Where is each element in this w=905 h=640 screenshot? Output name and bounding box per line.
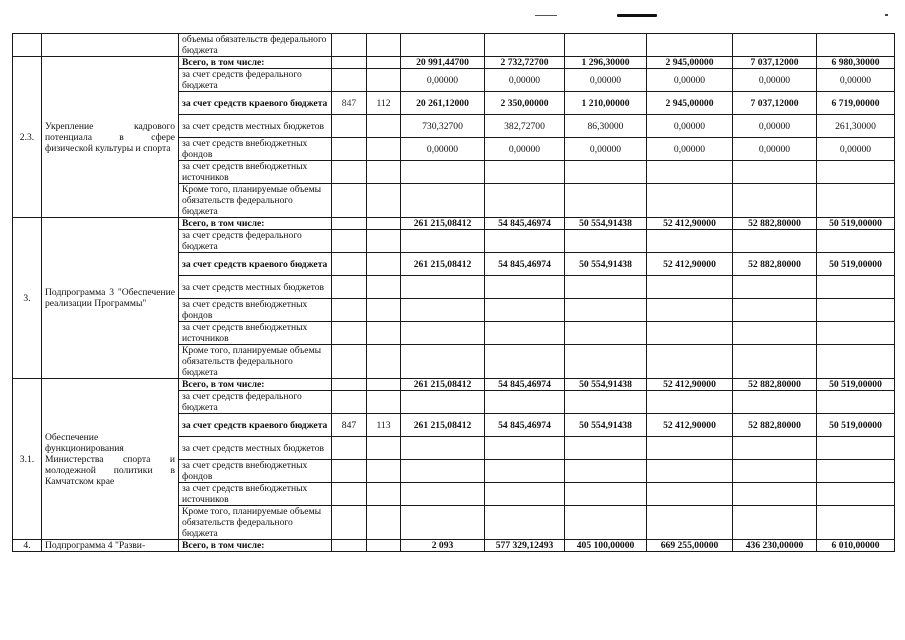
value-cell: 2 945,00000: [647, 92, 733, 115]
value-cell: 52 412,90000: [647, 253, 733, 276]
value-cell: [733, 460, 817, 483]
code-cell: [367, 184, 401, 218]
value-cell: 0,00000: [647, 115, 733, 138]
section-number-cell: [13, 34, 42, 57]
value-cell: [733, 161, 817, 184]
value-cell: [401, 230, 485, 253]
code-cell: 847: [332, 92, 367, 115]
source-label: Всего, в том числе:: [179, 57, 332, 69]
value-cell: [401, 437, 485, 460]
code-cell: [332, 34, 367, 57]
source-label: объемы обязательств федерального бюджета: [179, 34, 332, 57]
value-cell: 20 991,44700: [401, 57, 485, 69]
value-cell: 0,00000: [733, 115, 817, 138]
code-cell: [367, 161, 401, 184]
value-cell: [401, 276, 485, 299]
code-cell: [332, 276, 367, 299]
section-number: 3.: [13, 218, 42, 379]
code-cell: [367, 34, 401, 57]
value-cell: [565, 391, 647, 414]
code-cell: [332, 57, 367, 69]
value-cell: [565, 34, 647, 57]
value-cell: [485, 506, 565, 540]
code-cell: [332, 69, 367, 92]
value-cell: 2 945,00000: [647, 57, 733, 69]
value-cell: [647, 391, 733, 414]
value-cell: [647, 483, 733, 506]
table-row: [13, 540, 895, 552]
section-number: 2.3.: [13, 57, 42, 218]
source-label: Всего, в том числе:: [179, 540, 332, 552]
value-cell: 436 230,00000: [733, 540, 817, 552]
value-cell: [647, 34, 733, 57]
value-cell: 50 554,91438: [565, 218, 647, 230]
value-cell: 6 010,00000: [817, 540, 895, 552]
value-cell: [733, 483, 817, 506]
code-cell: [367, 115, 401, 138]
value-cell: 261 215,08412: [401, 414, 485, 437]
table-row: [13, 379, 895, 391]
value-cell: [817, 34, 895, 57]
value-cell: 52 412,90000: [647, 379, 733, 391]
section-number: 3.1.: [13, 379, 42, 540]
source-label: за счет средств внебюджетных источников: [179, 483, 332, 506]
value-cell: [817, 322, 895, 345]
value-cell: 52 882,80000: [733, 218, 817, 230]
value-cell: 52 412,90000: [647, 218, 733, 230]
section-number: 4.: [13, 540, 42, 552]
source-label: за счет средств местных бюджетов: [179, 115, 332, 138]
value-cell: [817, 506, 895, 540]
value-cell: 50 519,00000: [817, 414, 895, 437]
value-cell: [485, 299, 565, 322]
code-cell: [367, 345, 401, 379]
value-cell: [565, 460, 647, 483]
value-cell: 0,00000: [733, 138, 817, 161]
code-cell: 847: [332, 414, 367, 437]
value-cell: 6 719,00000: [817, 92, 895, 115]
value-cell: [733, 437, 817, 460]
code-cell: [332, 379, 367, 391]
value-cell: 54 845,46974: [485, 218, 565, 230]
value-cell: 50 554,91438: [565, 414, 647, 437]
value-cell: 50 519,00000: [817, 253, 895, 276]
value-cell: 52 412,90000: [647, 414, 733, 437]
value-cell: 0,00000: [485, 69, 565, 92]
value-cell: 0,00000: [647, 138, 733, 161]
scan-mark: [885, 14, 888, 16]
code-cell: [367, 322, 401, 345]
section-name: Укрепление кадрового потенциала в сфере физической культуры и спорта: [42, 57, 179, 218]
code-cell: [367, 253, 401, 276]
source-label: Всего, в том числе:: [179, 218, 332, 230]
section-name: Подпрограмма 3 "Обеспечение реализации Программы": [42, 218, 179, 379]
code-cell: 112: [367, 92, 401, 115]
value-cell: [647, 322, 733, 345]
code-cell: [367, 218, 401, 230]
value-cell: 0,00000: [401, 138, 485, 161]
value-cell: 730,32700: [401, 115, 485, 138]
source-label: за счет средств краевого бюджета: [179, 414, 332, 437]
value-cell: 261 215,08412: [401, 379, 485, 391]
value-cell: [647, 345, 733, 379]
value-cell: [401, 299, 485, 322]
value-cell: [485, 345, 565, 379]
code-cell: [367, 138, 401, 161]
section-name: Подпрограмма 4 "Разви-: [42, 540, 179, 552]
value-cell: [401, 483, 485, 506]
value-cell: [401, 345, 485, 379]
value-cell: 20 261,12000: [401, 92, 485, 115]
value-cell: [647, 230, 733, 253]
value-cell: [401, 34, 485, 57]
value-cell: [401, 161, 485, 184]
value-cell: 0,00000: [401, 69, 485, 92]
value-cell: 0,00000: [647, 69, 733, 92]
value-cell: [401, 322, 485, 345]
code-cell: [332, 253, 367, 276]
value-cell: 0,00000: [565, 69, 647, 92]
value-cell: 1 210,00000: [565, 92, 647, 115]
code-cell: [332, 299, 367, 322]
value-cell: [485, 483, 565, 506]
value-cell: [817, 276, 895, 299]
value-cell: [485, 460, 565, 483]
code-cell: [332, 322, 367, 345]
value-cell: 54 845,46974: [485, 253, 565, 276]
value-cell: [817, 437, 895, 460]
value-cell: [565, 506, 647, 540]
source-label: за счет средств краевого бюджета: [179, 253, 332, 276]
value-cell: 1 296,30000: [565, 57, 647, 69]
value-cell: [401, 184, 485, 218]
value-cell: [485, 34, 565, 57]
code-cell: [367, 299, 401, 322]
value-cell: 50 554,91438: [565, 379, 647, 391]
value-cell: [733, 299, 817, 322]
value-cell: [485, 322, 565, 345]
code-cell: [367, 379, 401, 391]
value-cell: [401, 391, 485, 414]
code-cell: [367, 437, 401, 460]
value-cell: 52 882,80000: [733, 379, 817, 391]
value-cell: [647, 276, 733, 299]
value-cell: 52 882,80000: [733, 253, 817, 276]
code-cell: [367, 483, 401, 506]
value-cell: [485, 437, 565, 460]
source-label: за счет средств внебюджетных фондов: [179, 299, 332, 322]
code-cell: [367, 460, 401, 483]
section-name: Обеспечение функционирования Министерства спорта и молодежной политики в Камчатском крае: [42, 379, 179, 540]
code-cell: 113: [367, 414, 401, 437]
table-row: [13, 218, 895, 230]
value-cell: [817, 483, 895, 506]
value-cell: 382,72700: [485, 115, 565, 138]
source-label: за счет средств краевого бюджета: [179, 92, 332, 115]
code-cell: [367, 391, 401, 414]
source-label: за счет средств федерального бюджета: [179, 69, 332, 92]
value-cell: 0,00000: [733, 69, 817, 92]
value-cell: [485, 276, 565, 299]
value-cell: [565, 437, 647, 460]
value-cell: [647, 299, 733, 322]
table-row: [13, 34, 895, 57]
budget-table: [12, 33, 895, 552]
value-cell: 0,00000: [565, 138, 647, 161]
value-cell: [733, 322, 817, 345]
value-cell: [647, 161, 733, 184]
source-label: за счет средств внебюджетных фондов: [179, 138, 332, 161]
value-cell: [565, 345, 647, 379]
value-cell: [647, 506, 733, 540]
source-label: за счет средств местных бюджетов: [179, 276, 332, 299]
code-cell: [332, 184, 367, 218]
value-cell: [817, 345, 895, 379]
value-cell: 2 350,00000: [485, 92, 565, 115]
value-cell: [565, 161, 647, 184]
value-cell: 6 980,30000: [817, 57, 895, 69]
value-cell: [485, 184, 565, 218]
value-cell: 54 845,46974: [485, 414, 565, 437]
source-label: за счет средств федерального бюджета: [179, 391, 332, 414]
value-cell: [565, 230, 647, 253]
value-cell: 0,00000: [817, 138, 895, 161]
scan-mark: [617, 14, 657, 17]
value-cell: [565, 299, 647, 322]
value-cell: 7 037,12000: [733, 57, 817, 69]
value-cell: 86,30000: [565, 115, 647, 138]
code-cell: [332, 506, 367, 540]
value-cell: [817, 230, 895, 253]
code-cell: [367, 540, 401, 552]
code-cell: [332, 483, 367, 506]
code-cell: [332, 115, 367, 138]
code-cell: [332, 230, 367, 253]
value-cell: 50 554,91438: [565, 253, 647, 276]
source-label: за счет средств внебюджетных источников: [179, 161, 332, 184]
source-label: Кроме того, планируемые объемы обязательств федерального бюджета: [179, 506, 332, 540]
value-cell: 2 093: [401, 540, 485, 552]
value-cell: [565, 483, 647, 506]
value-cell: 50 519,00000: [817, 218, 895, 230]
code-cell: [332, 540, 367, 552]
code-cell: [367, 276, 401, 299]
code-cell: [332, 391, 367, 414]
code-cell: [367, 57, 401, 69]
value-cell: 261 215,08412: [401, 218, 485, 230]
source-label: за счет средств внебюджетных источников: [179, 322, 332, 345]
value-cell: [565, 322, 647, 345]
source-label: Кроме того, планируемые объемы обязательств федерального бюджета: [179, 184, 332, 218]
value-cell: [733, 506, 817, 540]
source-label: Всего, в том числе:: [179, 379, 332, 391]
value-cell: [647, 460, 733, 483]
value-cell: [817, 184, 895, 218]
value-cell: [485, 230, 565, 253]
code-cell: [332, 437, 367, 460]
code-cell: [332, 161, 367, 184]
source-label: Кроме того, планируемые объемы обязательств федерального бюджета: [179, 345, 332, 379]
value-cell: [733, 230, 817, 253]
source-label: за счет средств внебюджетных фондов: [179, 460, 332, 483]
value-cell: [565, 184, 647, 218]
section-name-cell: [42, 34, 179, 57]
value-cell: 405 100,00000: [565, 540, 647, 552]
source-label: за счет средств федерального бюджета: [179, 230, 332, 253]
value-cell: 0,00000: [817, 69, 895, 92]
scan-mark: [535, 15, 557, 16]
value-cell: 7 037,12000: [733, 92, 817, 115]
value-cell: [647, 437, 733, 460]
value-cell: 0,00000: [485, 138, 565, 161]
value-cell: 2 732,72700: [485, 57, 565, 69]
value-cell: 52 882,80000: [733, 414, 817, 437]
value-cell: [817, 161, 895, 184]
value-cell: [817, 460, 895, 483]
value-cell: [733, 391, 817, 414]
value-cell: [733, 345, 817, 379]
value-cell: [401, 460, 485, 483]
code-cell: [332, 460, 367, 483]
value-cell: 54 845,46974: [485, 379, 565, 391]
value-cell: 669 255,00000: [647, 540, 733, 552]
code-cell: [332, 218, 367, 230]
value-cell: 261,30000: [817, 115, 895, 138]
value-cell: [733, 184, 817, 218]
value-cell: [817, 391, 895, 414]
value-cell: [485, 391, 565, 414]
value-cell: 261 215,08412: [401, 253, 485, 276]
code-cell: [367, 506, 401, 540]
code-cell: [332, 345, 367, 379]
value-cell: [401, 506, 485, 540]
source-label: за счет средств местных бюджетов: [179, 437, 332, 460]
value-cell: [733, 276, 817, 299]
value-cell: [485, 161, 565, 184]
code-cell: [332, 138, 367, 161]
value-cell: 50 519,00000: [817, 379, 895, 391]
value-cell: [647, 184, 733, 218]
value-cell: [565, 276, 647, 299]
value-cell: [733, 34, 817, 57]
code-cell: [367, 69, 401, 92]
table-row: [13, 57, 895, 69]
value-cell: [817, 299, 895, 322]
value-cell: 577 329,12493: [485, 540, 565, 552]
code-cell: [367, 230, 401, 253]
